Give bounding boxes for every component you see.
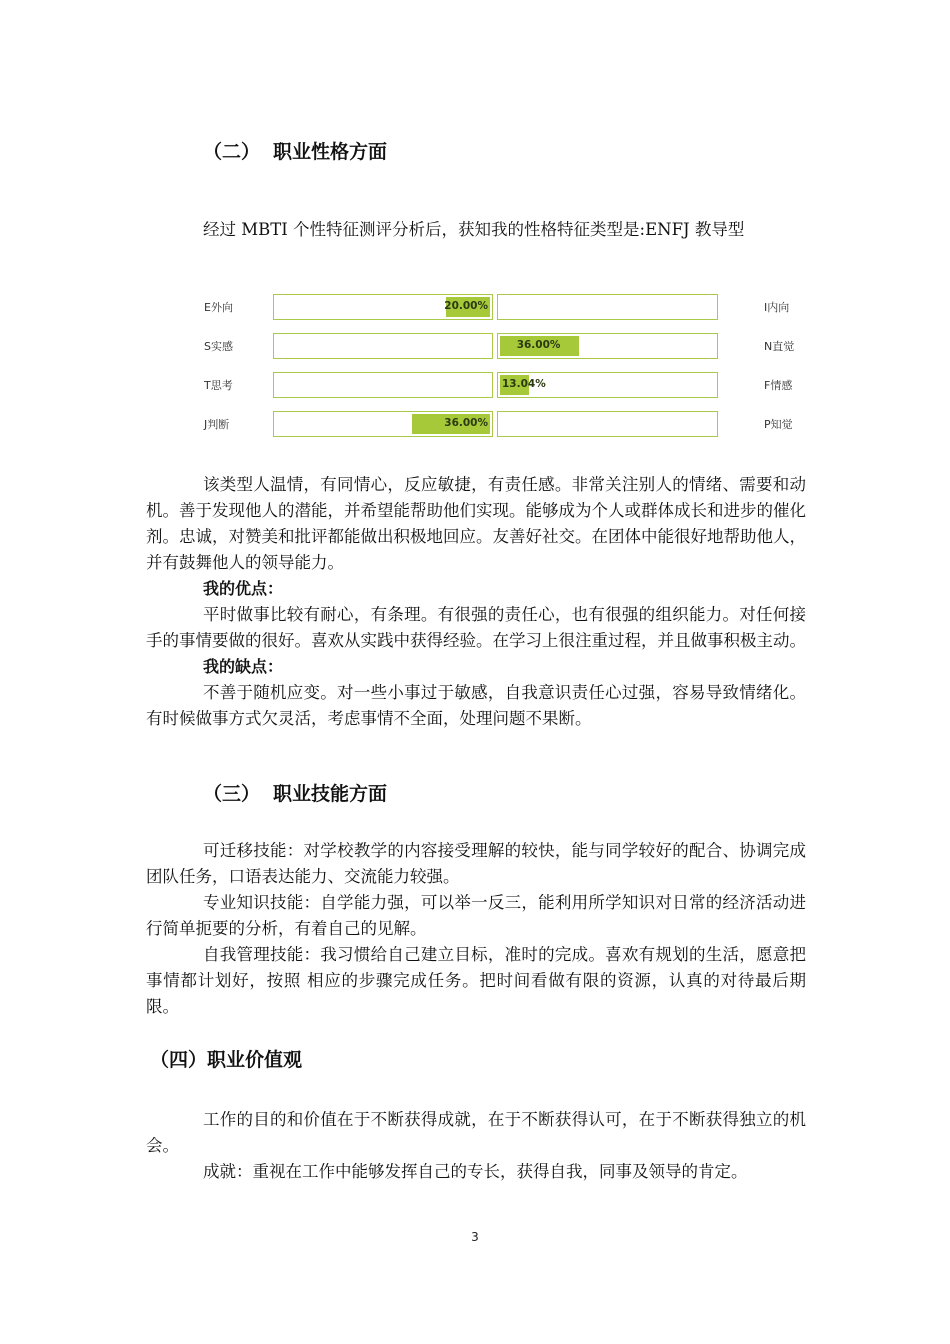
transferable-skills-text: 可迁移技能：对学校教学的内容接受理解的较快，能与同学较好的配合、协调完成团队任务，口语表达能力、交流能力较强。 <box>146 841 806 886</box>
skills-block <box>146 838 806 1020</box>
section-number: （二） <box>203 141 261 163</box>
mbti-chart <box>200 290 820 442</box>
mbti-left-label: S实感 <box>204 340 233 353</box>
mbti-right-label: F情感 <box>764 379 793 392</box>
mbti-right-label: P知觉 <box>764 418 793 431</box>
section-number: （四） <box>150 1049 208 1071</box>
mbti-left-label: T思考 <box>204 379 233 392</box>
weaknesses-heading: 我的缺点： <box>203 657 284 676</box>
strengths-heading: 我的优点： <box>203 579 284 598</box>
achievement-paragraph: 成就：重视在工作中能够发挥自己的专长，获得自我，同事及领导的肯定。 <box>203 1162 748 1181</box>
mbti-bar-right <box>497 411 718 437</box>
mbti-right-label: N直觉 <box>764 340 795 353</box>
mbti-left-label: J判断 <box>204 418 230 431</box>
intro-paragraph <box>146 210 806 250</box>
section-heading-personality <box>203 140 387 164</box>
mbti-bar-right <box>497 333 718 359</box>
mbti-intro-text: 经过 MBTI 个性特征测评分析后，获知我的性格特征类型是:ENFJ 教导型 <box>203 220 745 239</box>
mbti-row-ei <box>200 292 820 322</box>
personality-description: 该类型人温情，有同情心，反应敏捷，有责任感。非常关注别人的情绪、需要和动机。善于发现他人的潜能，并希望能帮助他们实现。能够成为个人或群体成长和进步的催化剂。忠诚，对赞美和批评都能做出积极地回应。友善好社交。在团体中能很好地帮助他人，并有鼓舞他人的领导能力。 <box>146 475 806 572</box>
mbti-value-label: 13.04% <box>502 378 546 390</box>
mbti-left-label: E外向 <box>204 301 233 314</box>
self-management-skills-text: 自我管理技能：我习惯给自己建立目标，准时的完成。喜欢有规划的生活，愿意把事情都计划好，按照 相应的步骤完成任务。把时间看做有限的资源，认真的对待最后期限。 <box>146 945 806 1016</box>
personality-block <box>146 472 806 732</box>
weaknesses-text: 不善于随机应变。对一些小事过于敏感，自我意识责任心过强，容易导致情绪化。有时候做事方式欠灵活，考虑事情不全面，处理问题不果断。 <box>146 683 806 728</box>
strengths-text: 平时做事比较有耐心，有条理。有很强的责任心，也有很强的组织能力。对任何接手的事情要做的很好。喜欢从实践中获得经验。在学习上很注重过程，并且做事积极主动。 <box>146 605 806 650</box>
section-title: 职业性格方面 <box>273 141 388 163</box>
values-block <box>146 1107 806 1185</box>
mbti-value-label: 36.00% <box>444 417 488 429</box>
section-heading-values <box>150 1048 302 1072</box>
section-title: 职业技能方面 <box>273 783 388 805</box>
mbti-value-label: 36.00% <box>516 339 561 351</box>
mbti-bar-right <box>497 372 718 398</box>
mbti-bar-left <box>273 372 493 398</box>
mbti-row-jp <box>200 409 820 439</box>
section-number: （三） <box>203 783 261 805</box>
mbti-bar-left <box>273 411 493 437</box>
values-paragraph: 工作的目的和价值在于不断获得成就，在于不断获得认可，在于不断获得独立的机会。 <box>146 1110 806 1155</box>
mbti-bar-right <box>497 294 718 320</box>
section-title: 职业价值观 <box>207 1049 303 1071</box>
page-number: 3 <box>471 1230 479 1244</box>
mbti-row-sn <box>200 331 820 361</box>
mbti-value-label: 20.00% <box>444 300 488 312</box>
mbti-bar-left <box>273 333 493 359</box>
section-heading-skills <box>203 782 387 806</box>
professional-skills-text: 专业知识技能：自学能力强，可以举一反三，能利用所学知识对日常的经济活动进行简单扼要的分析，有着自己的见解。 <box>146 893 806 938</box>
mbti-row-tf <box>200 370 820 400</box>
mbti-bar-left <box>273 294 493 320</box>
mbti-right-label: I内向 <box>764 301 790 314</box>
